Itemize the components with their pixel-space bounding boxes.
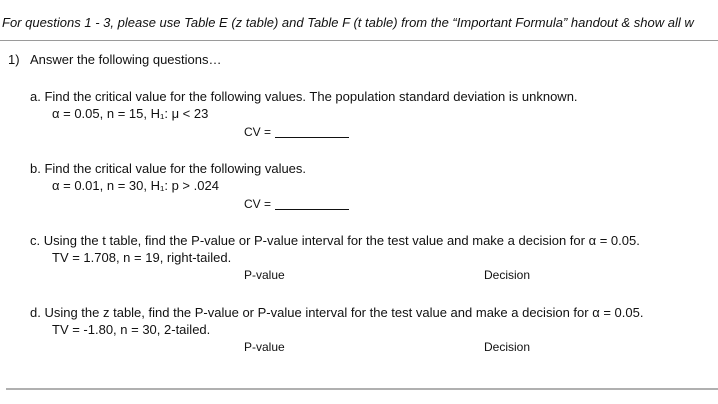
part-a-cv-blank[interactable]: [275, 137, 349, 138]
part-d-decision-label: Decision: [484, 340, 531, 354]
question-number: 1): [8, 52, 20, 67]
part-d-given: TV = -1.80, n = 30, 2-tailed.: [52, 322, 211, 337]
part-b-cv-blank[interactable]: [275, 209, 349, 210]
part-d-prompt: d. Using the z table, find the P-value or P-value interval for the test value and make a decision for α = 0.05.: [30, 305, 644, 320]
question-text: Answer the following questions…: [30, 52, 222, 67]
instructions-header: For questions 1 - 3, please use Table E (z table) and Table F (t table) from the “Important Formula” handout & show all w: [2, 15, 694, 30]
header-divider: [0, 40, 718, 41]
part-c-prompt: c. Using the t table, find the P-value or P-value interval for the test value and make a decision for α = 0.05.: [30, 233, 640, 248]
part-a-given: α = 0.05, n = 15, H₁: μ < 23: [52, 106, 209, 121]
part-d-pvalue-label: P-value: [244, 340, 285, 354]
part-b-prompt: b. Find the critical value for the following values.: [30, 161, 307, 176]
part-c-given: TV = 1.708, n = 19, right-tailed.: [52, 250, 232, 265]
part-b-cv-label: CV =: [244, 197, 272, 211]
part-a-prompt: a. Find the critical value for the following values. The population standard deviation is unknown.: [30, 89, 578, 104]
part-c-pvalue-label: P-value: [244, 268, 285, 282]
part-b-given: α = 0.01, n = 30, H₁: p > .024: [52, 178, 219, 193]
bottom-divider: [6, 388, 718, 390]
part-a-cv-label: CV =: [244, 125, 272, 139]
part-c-decision-label: Decision: [484, 268, 531, 282]
